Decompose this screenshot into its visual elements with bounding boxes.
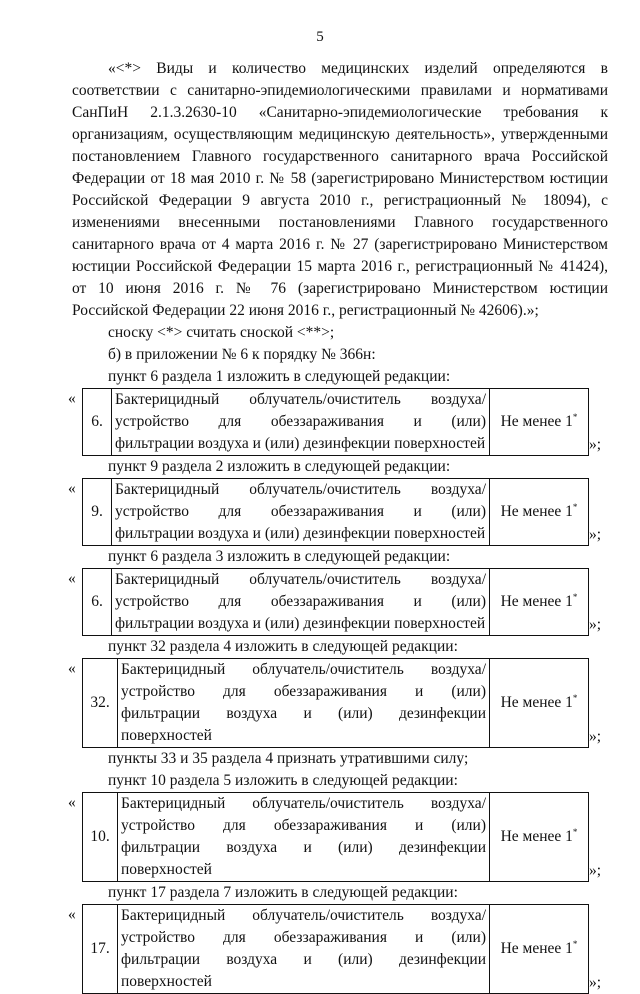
requirement-footnote-mark: * (572, 591, 578, 602)
device-description (118, 659, 490, 748)
amendment-table (82, 792, 589, 882)
open-quote: « (68, 794, 76, 811)
requirement-footnote-mark: * (572, 411, 578, 422)
amendment-table (82, 904, 589, 994)
device-description (112, 389, 490, 456)
open-quote: « (68, 390, 76, 407)
device-text-a: Бактерицидный облучатель/очиститель воздуха/устройство для обеззараживания и (или) (115, 571, 486, 610)
amendment-block (68, 568, 608, 636)
page-number: 5 (316, 29, 324, 45)
table-row (83, 905, 589, 994)
requirement-footnote-mark: * (572, 501, 578, 512)
close-quote: »; (589, 974, 602, 991)
requirement-footnote-mark: * (572, 692, 578, 703)
requirement-text: Не менее 1 (500, 828, 573, 845)
amendment-instruction: пункт 32 раздела 4 изложить в следующей редакции: (108, 638, 458, 655)
amendment-table (82, 478, 589, 546)
device-text-b: фильтрации воздуха и (или) дезинфекции поверхностей (121, 839, 486, 878)
amendment-block (68, 658, 608, 748)
item-number: 32. (83, 659, 118, 748)
repeal-line: пункты 33 и 35 раздела 4 признать утратившими силу; (108, 750, 469, 767)
amendment-block (68, 904, 608, 994)
table-row (83, 793, 589, 882)
device-text-b: фильтрации воздуха и (или) дезинфекции поверхностей (115, 525, 486, 542)
device-text-b: фильтрации воздуха и (или) дезинфекции поверхностей (115, 615, 486, 632)
device-text-b: фильтрации воздуха и (или) дезинфекции поверхностей (115, 435, 486, 452)
open-quote: « (68, 906, 76, 923)
requirement-footnote-mark: * (572, 826, 578, 837)
item-number: 17. (83, 905, 118, 994)
requirement-text: Не менее 1 (500, 413, 573, 430)
device-text-a: Бактерицидный облучатель/очиститель воздуха/устройство для обеззараживания и (или) (121, 907, 486, 946)
intro-paragraph: «<*> Виды и количество медицинских изделий определяются в соответствии с санитарно-эпидемиологическими правилами и нормативами СанПиН 2.1.3.2630-10 «Санитарно-эпидемиологические требования к организациям, осуществляющим медицинскую деятельность», утвержденными постановлением Главного государственного санитарного врача Российской Федерации от 18 мая 2010 г. № 58 (зарегистрировано Министерством юстиции Российской Федерации 9 августа 2010 г., регистрационный № 18094), с изменениями внесенными постановлениями Главного государственного санитарного врача от 4 марта 2016 г. № 27 (зарегистрировано Министерством юстиции Российской Федерации 15 марта 2016 г., регистрационный № 41424), от 10 июня 2016 г. № 76 (зарегистрировано Министерством юстиции Российской Федерации 22 июня 2016 г., регистрационный № 42606).»; (72, 60, 608, 319)
requirement-cell (490, 793, 589, 882)
device-text-a: Бактерицидный облучатель/очиститель воздуха/устройство для обеззараживания и (или) (121, 795, 486, 834)
open-quote: « (68, 480, 76, 497)
table-row (83, 389, 589, 456)
amendment-instruction: пункт 9 раздела 2 изложить в следующей редакции: (108, 458, 451, 475)
amendment-instruction: пункт 6 раздела 3 изложить в следующей редакции: (108, 548, 451, 565)
close-quote: »; (589, 728, 602, 745)
item-number: 10. (83, 793, 118, 882)
requirement-text: Не менее 1 (500, 593, 573, 610)
device-text-b: фильтрации воздуха и (или) дезинфекции поверхностей (121, 705, 486, 744)
amendment-instruction: пункт 6 раздела 1 изложить в следующей редакции: (108, 368, 451, 385)
device-description (112, 479, 490, 546)
requirement-text: Не менее 1 (500, 503, 573, 520)
device-description (118, 793, 490, 882)
item-number: 6. (83, 569, 112, 636)
table-row (83, 659, 589, 748)
device-text-b: фильтрации воздуха и (или) дезинфекции поверхностей (121, 951, 486, 990)
close-quote: »; (589, 616, 602, 633)
item-number: 9. (83, 479, 112, 546)
amendment-block (68, 792, 608, 882)
device-text-a: Бактерицидный облучатель/очиститель воздуха/устройство для обеззараживания и (или) (121, 661, 486, 700)
device-text-a: Бактерицидный облучатель/очиститель воздуха/устройство для обеззараживания и (или) (115, 481, 486, 520)
requirement-footnote-mark: * (572, 938, 578, 949)
requirement-cell (490, 479, 589, 546)
device-text-a: Бактерицидный облучатель/очиститель воздуха/устройство для обеззараживания и (или) (115, 391, 486, 430)
requirement-text: Не менее 1 (500, 940, 573, 957)
amendment-table (82, 658, 589, 748)
requirement-cell (490, 905, 589, 994)
document-body (68, 58, 608, 994)
amendment-instruction: пункт 10 раздела 5 изложить в следующей редакции: (108, 772, 458, 789)
close-quote: »; (589, 436, 602, 453)
open-quote: « (68, 570, 76, 587)
amendment-block (68, 388, 608, 456)
requirement-cell (490, 389, 589, 456)
table-row (83, 569, 589, 636)
device-description (112, 569, 490, 636)
requirement-text: Не менее 1 (500, 694, 573, 711)
requirement-cell (490, 659, 589, 748)
item-number: 6. (83, 389, 112, 456)
amendment-table (82, 568, 589, 636)
device-description (118, 905, 490, 994)
amendment-instruction: пункт 17 раздела 7 изложить в следующей редакции: (108, 884, 458, 901)
amendment-block (68, 478, 608, 546)
close-quote: »; (589, 526, 602, 543)
table-row (83, 479, 589, 546)
requirement-cell (490, 569, 589, 636)
close-quote: »; (589, 862, 602, 879)
appendix-line: б) в приложении № 6 к порядку № 366н: (108, 346, 376, 363)
open-quote: « (68, 660, 76, 677)
footnote-line: сноску <*> считать сноской <**>; (108, 324, 335, 341)
amendment-table (82, 388, 589, 456)
